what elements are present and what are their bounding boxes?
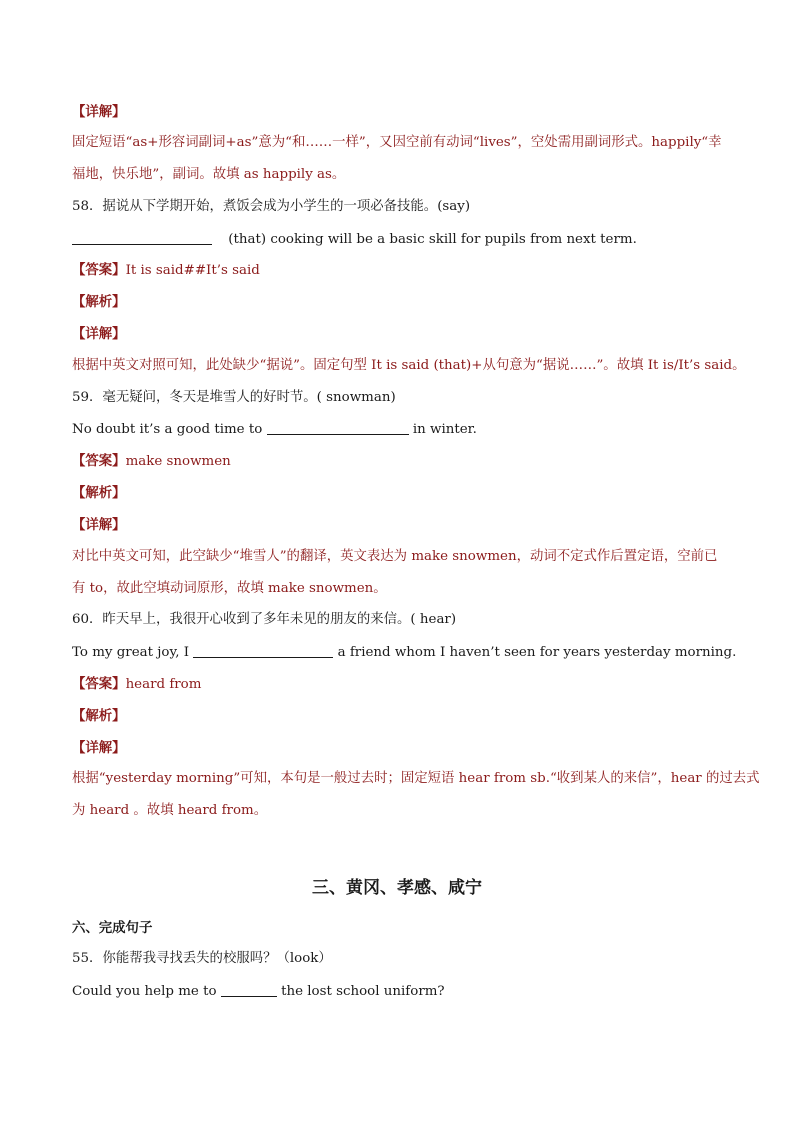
answer-row: [72, 452, 724, 471]
explanation-text: 固定短语“as+形容词副词+as”意为“和……一样”，又因空前有动词“lives”，空处需用副词形式。happily“幸: [72, 135, 722, 150]
explanation-text: 根据“yesterday morning”可知，本句是一般过去时；固定短语 hear from sb.“收到某人的来信”，hear 的过去式: [72, 771, 760, 786]
sentence-text: Could you help me to: [72, 984, 217, 999]
answer-text: It is said##It’s said: [125, 263, 260, 278]
detail-label: 【详解】: [72, 104, 126, 120]
answer-blank: [72, 230, 212, 245]
explanation-text: 福地，快乐地”，副词。故填 as happily as。: [72, 167, 346, 182]
sentence-text: in winter.: [412, 422, 477, 437]
answer-text: heard from: [125, 677, 202, 692]
answer-blank: [193, 643, 333, 658]
answer-row: [72, 675, 724, 694]
answer-row: [72, 261, 724, 280]
detail-label: 【详解】: [72, 517, 126, 533]
answer-blank: [267, 420, 409, 435]
subsection-heading: 六、完成句子: [72, 920, 153, 936]
detail-label: 【详解】: [72, 740, 126, 756]
sentence-text: To my great joy, I: [72, 645, 190, 660]
explanation-text: 根据中英文对照可知，此处缺少“据说”。固定句型 It is said (that)+从句意为“据说……”。故填 It is/It’s said。: [72, 358, 746, 373]
answer-blank: [221, 982, 277, 997]
question-55-prompt: 55．你能帮我寻找丢失的校服吗？（look）: [72, 951, 332, 966]
analysis-label: 【解析】: [72, 485, 126, 501]
detail-label: 【详解】: [72, 326, 126, 342]
explanation-text: 有 to，故此空填动词原形，故填 make snowmen。: [72, 581, 387, 596]
question-59-prompt: 59．毫无疑问，冬天是堆雪人的好时节。( snowman): [72, 390, 396, 405]
question-58-prompt: 58．据说从下学期开始，煮饭会成为小学生的一项必备技能。(say): [72, 199, 471, 214]
analysis-label: 【解析】: [72, 294, 126, 310]
explanation-text: 为 heard 。故填 heard from。: [72, 803, 268, 818]
answer-label: 【答案】: [72, 262, 126, 278]
analysis-label: 【解析】: [72, 708, 126, 724]
sentence-text: the lost school uniform?: [281, 984, 445, 999]
question-60-prompt: 60．昨天早上，我很开心收到了多年未见的朋友的来信。( hear): [72, 612, 457, 627]
question-59-sentence: [72, 420, 724, 439]
question-58-sentence: [72, 230, 724, 249]
answer-label: 【答案】: [72, 676, 126, 692]
sentence-text: a friend whom I haven’t seen for years yesterday morning.: [337, 645, 737, 660]
sentence-text: (that) cooking will be a basic skill for pupils from next term.: [228, 232, 637, 247]
explanation-text: 对比中英文可知，此空缺少“堆雪人”的翻译，英文表达为 make snowmen，动词不定式作后置定语，空前已: [72, 549, 718, 564]
question-55-sentence: [72, 982, 724, 1001]
section-heading: 三、黄冈、孝感、咸宁: [312, 878, 482, 898]
question-60-sentence: [72, 643, 737, 662]
answer-text: make snowmen: [125, 454, 231, 469]
answer-label: 【答案】: [72, 453, 126, 469]
sentence-text: No doubt it’s a good time to: [72, 422, 263, 437]
